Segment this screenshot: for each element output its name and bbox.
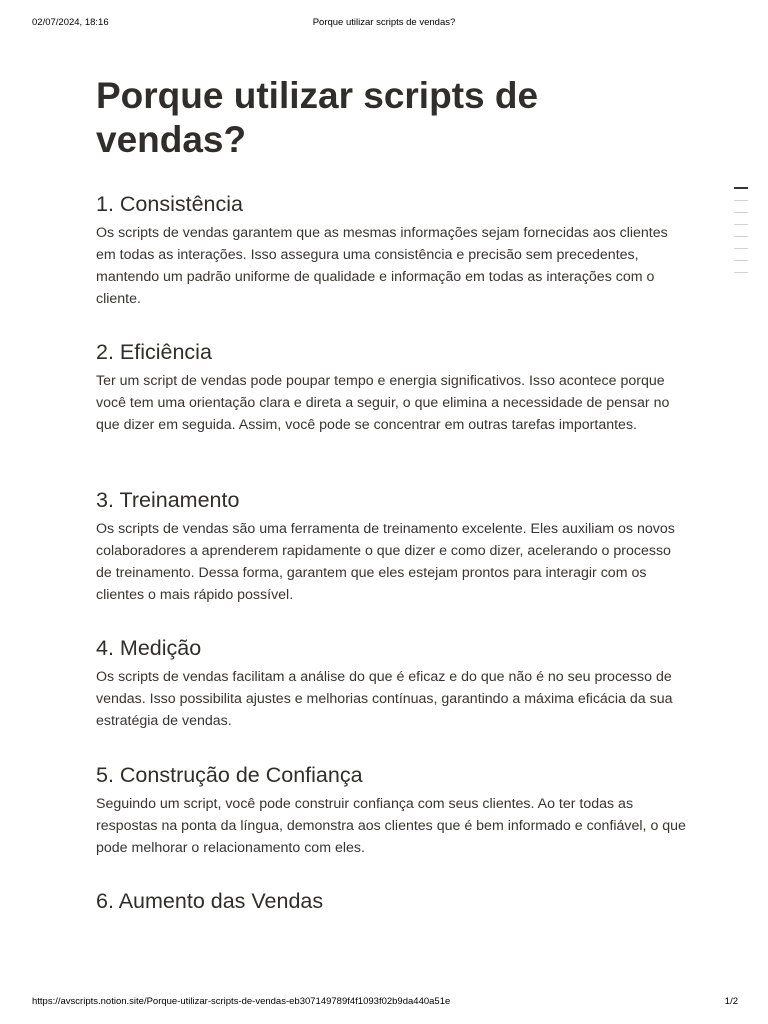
section-medicao [96, 634, 696, 732]
toc-item-line[interactable] [734, 224, 748, 225]
section-heading: 1. Consistência [96, 192, 243, 216]
section-aumento-das-vendas [96, 887, 696, 915]
section-treinamento [96, 486, 696, 606]
print-page-title: Porque utilizar scripts de vendas? [312, 17, 456, 28]
print-datetime: 02/07/2024, 18:16 [32, 17, 109, 28]
toc-item-line[interactable] [734, 236, 748, 237]
toc-item-line[interactable] [734, 272, 748, 273]
section-body: Os scripts de vendas garantem que as mesmas informações sejam fornecidas aos clientes em todas as interações. Isso assegura uma consistência e precisão sem precedentes, mantendo um padrão uniforme de qualidade e informação em todas as interações com o cliente. [96, 225, 668, 307]
section-eficiencia [96, 338, 696, 436]
section-construcao-de-confianca [96, 761, 696, 859]
print-header [0, 17, 768, 31]
section-body: Os scripts de vendas são uma ferramenta de treinamento excelente. Eles auxiliam os novos colaboradores a aprenderem rapidamente o que dizer e como dizer, acelerando o processo de treinamento. Dessa forma, garantem que eles estejam prontos para interagir com os clientes o mais rápido possível. [96, 521, 675, 603]
table-of-contents[interactable] [734, 187, 750, 284]
print-page-number: 1/2 [724, 996, 738, 1007]
page-content [96, 74, 696, 913]
print-footer [0, 996, 768, 1010]
section-consistencia [96, 190, 696, 310]
section-heading: 4. Medição [96, 636, 202, 660]
toc-item-line[interactable] [734, 260, 748, 261]
section-body: Ter um script de vendas pode poupar tempo e energia significativos. Isso acontece porque você tem uma orientação clara e direta a seguir, o que elimina a necessidade de pensar no que dizer em seguida. Assim, você pode se concentrar em outras tarefas importantes. [96, 373, 670, 433]
section-body: Os scripts de vendas facilitam a análise do que é eficaz e do que não é no seu processo de vendas. Isso possibilita ajustes e melhorias contínuas, garantindo a máxima eficácia da sua estratégia de vendas. [96, 669, 673, 729]
section-heading: 5. Construção de Confiança [96, 763, 363, 787]
print-url: https://avscripts.notion.site/Porque-utilizar-scripts-de-vendas-eb307149789f4f1093f02b9da440a51e [32, 996, 451, 1007]
section-body: Seguindo um script, você pode construir confiança com seus clientes. Ao ter todas as respostas na ponta da língua, demonstra aos clientes que é bem informado e confiável, o que pode melhorar o relacionamento com eles. [96, 796, 686, 856]
toc-item-line[interactable] [734, 212, 748, 213]
section-heading: 3. Treinamento [96, 488, 240, 512]
toc-item-line[interactable] [734, 200, 748, 201]
toc-item-line[interactable] [734, 187, 748, 189]
section-heading: 2. Eficiência [96, 340, 212, 364]
section-heading: 6. Aumento das Vendas [96, 889, 324, 913]
toc-item-line[interactable] [734, 248, 748, 249]
page-title: Porque utilizar scripts de vendas? [96, 75, 539, 160]
